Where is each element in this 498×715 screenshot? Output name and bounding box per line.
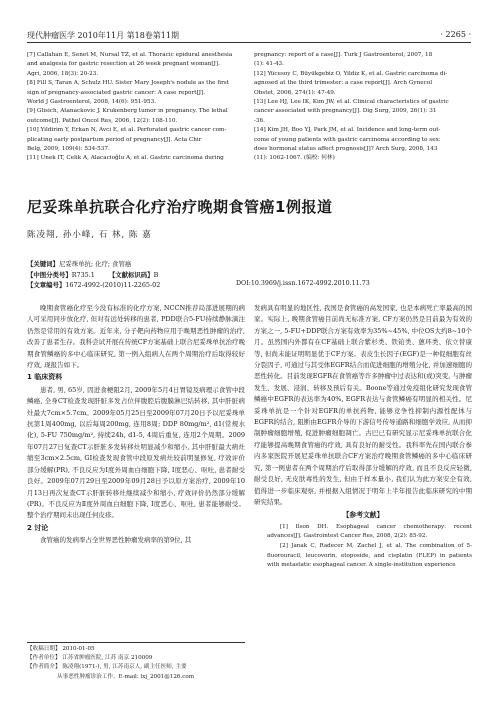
reference-line: (11): 1062-1067. (编校: 何林): [254, 155, 335, 162]
references-top-left: [27, 51, 242, 164]
doc-code-value: B: [153, 270, 159, 279]
reference-line: sign of pregnancy-associated gastric cancer: A case report[J].: [27, 89, 206, 96]
footnote-line: 【作者简介】 陈凌翔(1971-), 男, 江苏南京人, 副主任医师, 主要: [27, 664, 187, 671]
body-right-column: [254, 303, 472, 571]
reference-line: -36.: [254, 117, 265, 124]
reference-line: plicating early postpartum period of pregnancy[J]. Acta Chir: [27, 136, 202, 143]
keywords-row: [27, 259, 174, 270]
keywords-block: [27, 259, 174, 291]
reference-line: pregnancy: report of a case[J]. Turk J Gastroenterol, 2007, 18: [254, 52, 433, 58]
keywords-label: 【关键词】: [27, 260, 59, 268]
discussion-paragraph: 食管癌的发病率占全世界恶性肿瘤发病率的第9位, 其: [40, 536, 192, 545]
reference-line: Agri, 2006, 18(3): 20-23.: [27, 70, 99, 77]
case-paragraph: 患者, 男, 65岁, 因进食梗阻2月, 2009年5月4日胃镜及病理示食管中段鳞癌, 全身CT检查发现肝脏多发占位伴腹腔后腹膜淋巴结转移, 其中肝脏病灶最大7cm×5.7cm。2009年05月25日至2009年07月20日予以尼妥珠单抗第1周400mg, 以后每周200mg, 连用8周; DDP 80mg/m², d1(常规水化), 5-FU 750mg/m², 持续24h, d1-5, 4周后重复, 连用2个周期。2009年07月27日复查CT示肝脏多发转移灶明显减少和缩小, 其中肝脏最大病灶缩至3cm×2.5cm, GI检查发现食管中段原发病灶较前明显修复, 疗效评价部分缓解(PR), 不良反应为Ⅰ度外周血白细胞下降, Ⅰ度恶心、呕吐, 患者耐受良好。2009年07月29日至2009年09月28日予以原方案治疗, 2009年10月13日再次复查CT示肝脏转移灶继续减少和缩小, 疗效评价仍然部分缓解(PR)。不良反应为Ⅱ度外周血白细胞下降, Ⅰ度恶心、呕吐, 患者能够耐受。整个治疗期间未出现任何皮疹。: [27, 385, 245, 520]
article-authors: 陈凌翔, 孙小峰, 石 林, 陈 嘉: [27, 230, 152, 240]
article-no-value: 1672-4992-(2010)11-2265-02: [65, 281, 161, 289]
reference-line: [11] Unek IT, Celik A, Alacacioğlu A, et al. Gastric carcinoma during: [27, 155, 224, 162]
reference-line: [8] Fill S, Taran A, Schulz HU. Sister Mary Joseph's nodule as the first: [27, 80, 229, 87]
reference-line: (1): 41-43.: [254, 61, 284, 68]
doc-code-label: 【文献标识码】: [108, 270, 154, 279]
footnote-line: 【作者单位】 江苏省肿瘤医院, 江苏 南京 210009: [27, 655, 153, 662]
reference-line: Belg, 2009, 109(4): 534-537.: [27, 146, 110, 153]
reference-line: [7] Callahan E, Senet M, Nursal TZ, et al. Thoracic epidural anesthesia: [27, 52, 233, 58]
reference-line: and analgesia for gastric resection at 26 week pregnant woman[J].: [27, 61, 220, 68]
reference-line: cancer associated with pregnancy[J]. Dig Surg, 2009, 26(1): 31: [254, 108, 437, 115]
references-heading: 【参考文献】: [342, 511, 384, 520]
journal-title: 现代肿瘤医学 2010年11月 第18卷第11期: [27, 31, 179, 40]
reference-line: come of young patients with gastric carcinoma according to sex:: [254, 136, 441, 143]
keywords-value: 尼妥珠单抗; 化疗; 食管癌: [58, 260, 132, 268]
discussion-paragraph: 发病具有明显的地区性, 我国是食管癌的高发国家, 也是本病死亡率最高的国家。实际上, 晚期食管癌目前尚无标准方案, CF方案仍然是目前最为有效的方案之一, 5-FU+DDP联合方案有效率为35%~45%, 中位OS大约8~10个月。虽然国内外都有在CF基础上联合紫杉类、铁铂类、蒽环类、依立替康等, 但尚未能证明明显优于CF方案。表皮生长因子(EGF)是一种促细胞有丝分裂因子, 可通过与其受体EGFR结合而促进细胞的增殖分化, 并加速细胞的恶性转化。目前发现EGFR在食管癌等许多肿瘤中过表达和(或)突变, 与肿瘤发生、发展、浸润、转移及预后有关。Boone等通过免疫组化研究发现食管鳞癌中EGFR的表达率为40%, EGFR表达与食管鳞癌有明显的相关性。尼妥珠单抗是一个针对EGFR的单抗药物, 能够竞争性抑制内源性配体与EGFR的结合, 阻断由EGFR介导的下游信号传导通路和细胞学效应, 从而抑制肿瘤细胞增殖, 促进肿瘤细胞凋亡。古巴已有研究显示尼妥珠单抗联合化疗能够提高晚期食管癌的疗效, 具有良好的耐受性。我科率先在国内联合参内多家医院开展尼妥珠单抗联合CF方案治疗晚期食管鳞癌的多中心临床研究, 第一例患者在两个周期治疗后取得部分缓解的疗效, 而且不良反应轻微, 耐受良好, 无皮肤毒性的发生, 但由于样本量小, 我们认为此方案安全有效, 值得进一步临床观察, 并根据入组情况于明年上半年报告此临床研究的中期研究结果。: [254, 304, 472, 506]
footnote-line: 从事恶性肿瘤诊治工作。E-mail: lxj_2001@126.com: [57, 673, 195, 680]
section-heading: 1 临床资料: [27, 373, 63, 382]
references-top-right: [254, 51, 472, 164]
clc-value: R735.1: [71, 270, 95, 279]
body-left-column: [27, 303, 245, 547]
reference-item: [1] Ilson DH. Esophageal cancer chemotherapy: recent advances[J]. Gastrointest Cancer Res, 2008, 2(2): 85-92.: [267, 523, 472, 540]
reference-line: [12] Yücesoy C, Büyükgebiz O, Yildiz K, et al. Gastric carcinoma di-: [254, 70, 448, 77]
footnote-line: 【收稿日期】 2010-01-05: [27, 646, 95, 652]
footnote: [27, 642, 245, 682]
running-header: [27, 30, 471, 43]
article-title: 尼妥珠单抗联合化疗治疗晚期食管癌1例报道: [27, 198, 333, 216]
article-no-label: 【文章编号】: [27, 281, 66, 289]
reference-line: [14] Kim JH, Boo YJ, Park JM, et al. Incidence and long-term out-: [254, 127, 441, 134]
reference-line: [13] Lee HJ, Lee IK, Kim JW, et al. Clinical characteristics of gastric: [254, 99, 449, 106]
clc-label: 【中图分类号】: [27, 270, 72, 279]
reference-line: Obstet, 2006, 274(1): 47-49.: [254, 89, 336, 96]
reference-line: outcome[J]. Pathol Oncol Res, 2006, 12(2): 108-110.: [27, 117, 178, 124]
reference-line: [10] Yildirim Y, Erkan N, Avci E, et al. Perforated gastric cancer com-: [27, 127, 227, 134]
reference-item: [2] Janak C, Radecer M, Zachel J, et al. The combination of 5-fluorouracil, leucovorin, etoposide, and cisplatin (FLEP) in patients with metastatic esophageal cancer. A single-institution experience: [267, 542, 472, 569]
page-number: · 2265 ·: [440, 30, 471, 39]
article-number-row: [27, 280, 174, 291]
reference-line: [9] Glisich, Atanackovic J. Krukenberg tumor in pregnancy. The lethal: [27, 108, 228, 115]
reference-line: does hormonal status affect prognosis[J]? Arch Surg, 2008, 143: [254, 146, 438, 153]
classification-row: [27, 270, 174, 281]
reference-line: World J Gastroenterol, 2008, 14(6): 951-953.: [27, 99, 157, 106]
doi: DOI:10.3969/j.issn.1672-4992.2010.11.73: [236, 280, 370, 287]
reference-line: agnosed at the third trimester: a case report[J]. Arch Gynecol: [254, 80, 433, 87]
section-heading: 2 讨论: [27, 523, 49, 532]
intro-paragraph: 晚期食管癌化疗至今没有标准的化疗方案, NCCN推荐局部进展期的病人可采用同步放化疗, 但对有远处转移的患者, PDD联合5-FU持续静脉滴注仍然是常用的有效方案。近年来, 分子靶向药物应用于晚期恶性肿瘤的治疗, 改善了患者生存。我科尝试开展在传统CF方案基础上联合尼妥珠单抗治疗晚期食管鳞癌的多中心临床研究, 第一例入组病人在两个周期治疗后取得较好疗效, 现报告如下。: [27, 304, 245, 370]
